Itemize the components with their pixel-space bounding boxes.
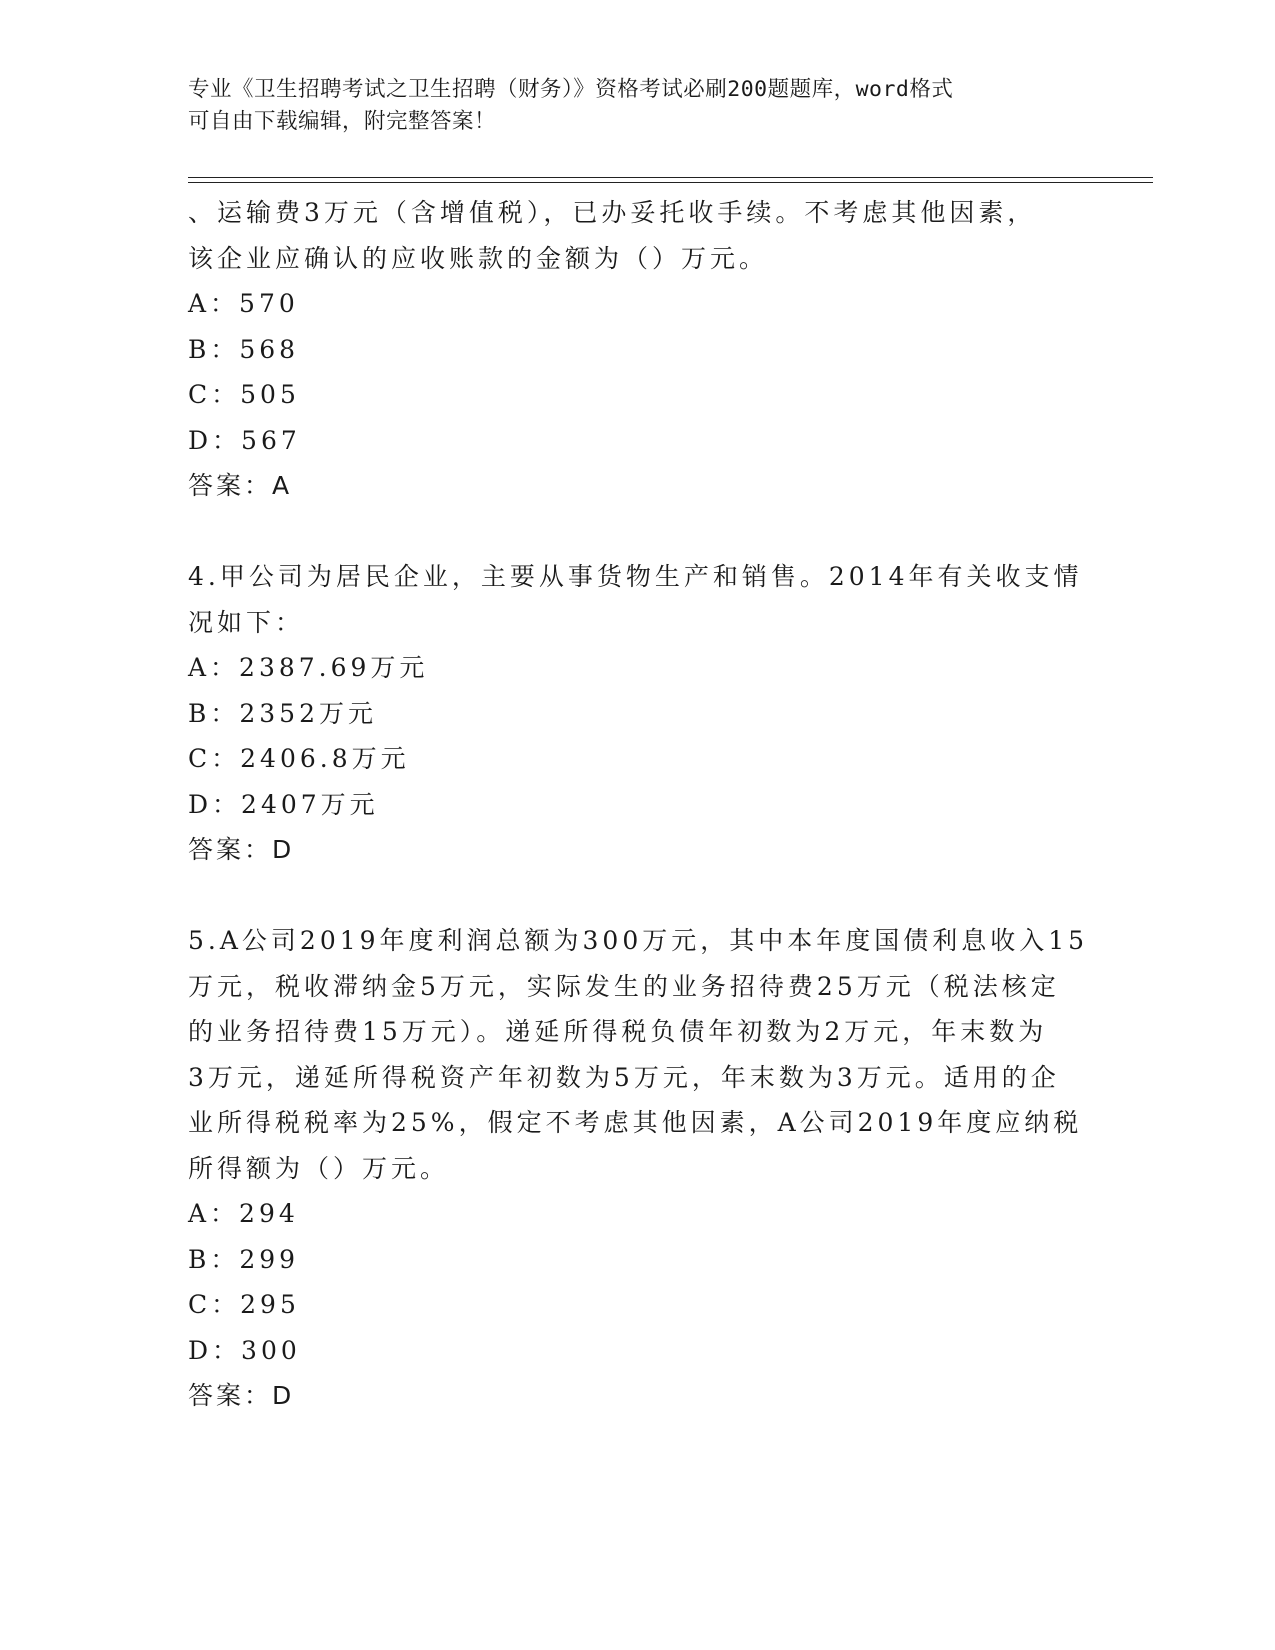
header-divider-top: [188, 177, 1153, 178]
question-stem-line: 该企业应确认的应收账款的金额为（）万元。: [188, 243, 769, 273]
option-a: A：294: [188, 1199, 299, 1228]
option-a: A：570: [188, 289, 299, 318]
option-d: D：567: [188, 425, 301, 455]
option-c: C：2406.8万元: [188, 744, 410, 773]
question-stem-line: 况如下：: [188, 607, 305, 637]
header-line-2: 可自由下载编辑，附完整答案！: [188, 109, 497, 134]
header-divider-bottom: [188, 182, 1153, 183]
question-stem-line: 业所得税税率为25%，假定不考虑其他因素，A公司2019年度应纳税: [188, 1108, 1083, 1137]
option-a: A：2387.69万元: [188, 653, 429, 682]
question-stem-line: 5.A公司2019年度利润总额为300万元，其中本年度国债利息收入15: [188, 926, 1089, 955]
answer-line: 答案：D: [188, 835, 295, 864]
answer-line: 答案：A: [188, 471, 293, 500]
option-b: B：299: [188, 1244, 300, 1274]
question-stem-line: 万元，税收滞纳金5万元，实际发生的业务招待费25万元（税法核定: [188, 971, 1060, 1001]
question-block: [188, 190, 1088, 509]
question-stem-line: 的业务招待费15万元）。递延所得税负债年初数为2万元，年末数为: [188, 1017, 1048, 1046]
spacer: [188, 509, 1088, 555]
question-block: [188, 918, 1088, 1419]
document-header: [188, 74, 1088, 138]
option-c: C：505: [188, 380, 300, 409]
header-line-1: 专业《卫生招聘考试之卫生招聘（财务）》资格考试必刷200题题库，word格式: [188, 77, 954, 102]
answer-line: 答案：D: [188, 1381, 295, 1410]
question-stem-line: 、运输费3万元（含增值税），已办妥托收手续。不考虑其他因素，: [188, 198, 1037, 227]
option-c: C：295: [188, 1290, 300, 1319]
option-b: B：2352万元: [188, 698, 377, 728]
option-d: D：300: [188, 1335, 301, 1365]
question-list: [188, 190, 1088, 1419]
option-b: B：568: [188, 334, 300, 364]
spacer: [188, 873, 1088, 919]
option-d: D：2407万元: [188, 789, 379, 819]
question-block: [188, 554, 1088, 873]
question-stem-line: 3万元，递延所得税资产年初数为5万元，年末数为3万元。适用的企: [188, 1062, 1060, 1092]
question-stem-line: 4.甲公司为居民企业，主要从事货物生产和销售。2014年有关收支情: [188, 562, 1083, 591]
question-stem-line: 所得额为（）万元。: [188, 1153, 450, 1183]
